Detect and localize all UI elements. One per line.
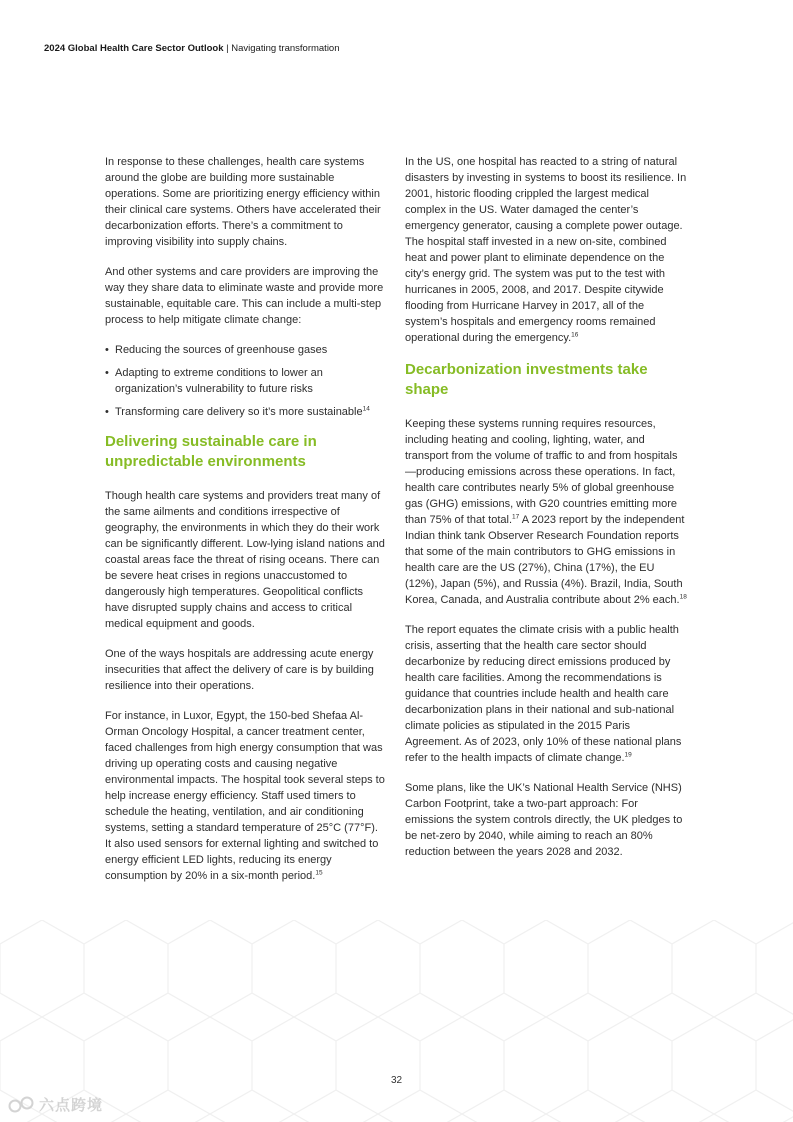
footnote-ref: 18: [679, 593, 687, 601]
footnote-ref: 19: [624, 751, 632, 759]
footnote-ref: 16: [571, 331, 579, 339]
watermark-logo-icon: [8, 1096, 34, 1114]
section-heading-sustainable-care: Delivering sustainable care in unpredictable environments: [105, 433, 317, 470]
paragraph-text: In the US, one hospital has reacted to a string of natural disasters by investing in systems to boost its resilience. In 2001, historic flooding crippled the largest medical complex in the US. Water damaged the center’s emergency generator, causing a complete power outage. The hospital staff invested in a new on-site, combined heat and power plant to eliminate dependence on the city’s energy grid. The system was put to the test with hurricanes in 2005, 2008, and 2017. Despite citywide flooding from Hurricane Harvey in 2017, all of the system’s hospitals and emergency rooms remained operational during the emergency.: [405, 156, 687, 344]
right-paragraph-1: [405, 154, 687, 346]
paragraph-text: Keeping these systems running requires resources, including heating and cooling, lighting, water, and transport from the volume of traffic to and from hospitals—producing emissions across these operations. In fact, health care contributes nearly 5% of global greenhouse gas (GHG) emissions, with G20 countries emitting more than 75% of that total.: [405, 418, 678, 526]
footnote-ref: 17: [512, 513, 520, 521]
right-paragraph-3: [405, 622, 687, 766]
list-item: • Adapting to extreme conditions to lower an organization’s vulnerability to future risks: [105, 365, 387, 397]
right-paragraph-4: Some plans, like the UK’s National Health Service (NHS) Carbon Footprint, take a two-part approach: For emissions the system controls directly, the UK pledges to be net-zero by 2040, while aiming to reach an 80% reduction between the years 2028 and 2032.: [405, 782, 683, 858]
right-paragraph-2: [405, 416, 687, 608]
left-paragraph-5: [105, 708, 387, 884]
mitigation-list: [105, 342, 387, 420]
page-number: 32: [390, 1075, 403, 1086]
list-item: [105, 404, 387, 420]
watermark: [8, 1094, 103, 1115]
right-column: [405, 154, 687, 874]
left-paragraph-2: And other systems and care providers are improving the way they share data to eliminate waste and provide more sustainable, equitable care. This can include a multi-step process to help mitigate climate change:: [105, 266, 384, 326]
left-paragraph-1: In response to these challenges, health care systems around the globe are building more sustainable operations. Some are prioritizing energy efficiency within their clinical care systems. Others have accelerated their decarbonization efforts. There’s a commitment to improving visibility into supply chains.: [105, 156, 381, 248]
header-separator: |: [226, 43, 229, 54]
left-paragraph-3: Though health care systems and providers treat many of the same ailments and conditions irrespective of geography, the environments in which they do their work can be significantly different. Low-lying island nations and coastal areas face the threat of rising oceans. There can be severe heat crises in regions unaccustomed to dangerously high temperatures. Geopolitical conflicts have disrupted supply chains and access to critical medical equipment and goods.: [105, 490, 385, 630]
header-subtitle: Navigating transformation: [231, 43, 340, 54]
list-item-text: Transforming care delivery so it’s more sustainable: [115, 406, 363, 418]
paragraph-text: A 2023 report by the independent Indian think tank Observer Research Foundation reports that some of the main contributors to GHG emissions in health care are the US (27%), China (17%), the EU (12%), Japan (5%), and Russia (4%). Brazil, India, South Korea, Canada, and Australia contribute about 2% each.: [405, 514, 685, 606]
section-heading-decarbonization: Decarbonization investments take shape: [405, 361, 648, 398]
footnote-ref: 15: [315, 869, 323, 877]
list-item: • Reducing the sources of greenhouse gases: [105, 342, 387, 358]
footnote-ref: 14: [362, 405, 370, 413]
paragraph-text: The report equates the climate crisis with a public health crisis, asserting that the health care sector should decarbonize by reducing direct emissions produced by health care facilities. Among the recommendations is guidance that countries include health and health care decarbonization plans in their national and sub-national climate policies as stipulated in the 2015 Paris Agreement. As of 2023, only 10% of these national plans refer to the health impacts of climate change.: [405, 624, 682, 764]
watermark-text: 六点跨境: [39, 1097, 104, 1114]
left-column: [105, 154, 387, 898]
header-title: 2024 Global Health Care Sector Outlook: [44, 43, 224, 54]
paragraph-text: For instance, in Luxor, Egypt, the 150-bed Shefaa Al-Orman Oncology Hospital, a cancer treatment center, faced challenges from high energy consumption that was driving up operating costs and causing negative environmental impacts. The hospital took several steps to help increase energy efficiency. Staff used timers to schedule the heating, ventilation, and air conditioning systems, setting a standard temperature of 25°C (77°F). It also used sensors for external lighting and switched to energy efficient LED lights, reducing its energy consumption by 20% in a six-month period.: [105, 710, 385, 882]
running-header: [44, 43, 340, 54]
left-paragraph-4: One of the ways hospitals are addressing acute energy insecurities that affect the delivery of care is by building resilience into their operations.: [105, 648, 374, 692]
hexagon-background-pattern: [0, 920, 793, 1122]
